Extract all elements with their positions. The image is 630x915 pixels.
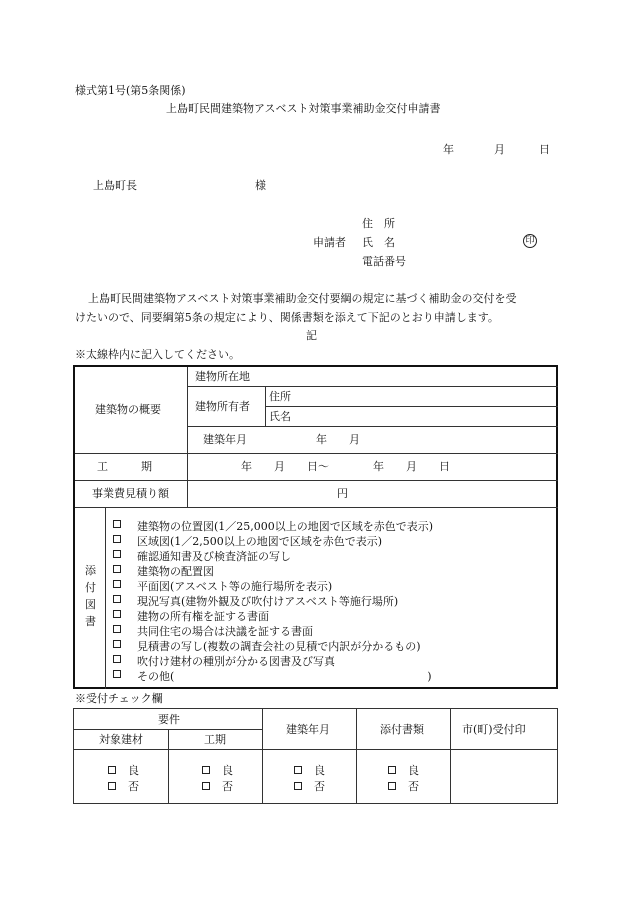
body-text-line2: けたいので、同要綱第5条の規定により、関係書類を添えて下記のとおり申請します。 [75, 311, 499, 324]
applicant-phone-label: 電話番号 [362, 255, 406, 268]
requirements-header: 要件 [158, 713, 180, 726]
location-label: 建物所在地 [195, 370, 250, 383]
built-date-header: 建築年月 [286, 723, 330, 736]
checkbox[interactable] [113, 670, 121, 678]
checkbox[interactable] [113, 535, 121, 543]
check-bad-built[interactable]: 否 [294, 781, 325, 792]
bold-frame-note: ※太線枠内に記入してください。 [75, 348, 240, 361]
applicant-address-label: 住 所 [362, 217, 395, 230]
check-bad-period[interactable]: 否 [202, 781, 233, 792]
checkbox[interactable] [113, 610, 121, 618]
checkbox[interactable] [113, 550, 121, 558]
check-good-built[interactable]: 良 [294, 765, 325, 776]
check-bad-attachments[interactable]: 否 [388, 781, 419, 792]
main-form-frame: 建築物の概要 建物所在地 建物所有者 住所 氏名 建築年月 年 月 工 期 年 月 日～ 年 月 日 事業費見積り額 円 添 付 図 書 建築物の位置図(1／25,000以上の地図で区域を赤色で表示) 区域図(1／2,500以上の地図で区域を赤色で表示) 確認通知書及び検査済証の写し 建築物の配置図 平面図(アスベスト等の施行場所を表示) 現況写真(建物外観及び吹付けアスベスト等施行場所) 建物の所有権を証する書面 共同住宅の場合は決議を証する書面 見積書の写し(複数の調査会社の見積で内訳が分かるもの) 吹付け建材の種別が分かる図書及び写真 その他( ) [73, 365, 558, 689]
checkbox[interactable] [113, 625, 121, 633]
checkbox[interactable] [113, 595, 121, 603]
check-good-period[interactable]: 良 [202, 765, 233, 776]
checkbox[interactable] [202, 766, 210, 774]
form-number: 様式第1号(第5条関係) [75, 84, 186, 97]
checkbox[interactable] [388, 782, 396, 790]
date-month: 月 [494, 143, 505, 156]
target-material-header: 対象建材 [99, 733, 143, 746]
period-value: 年 月 日～ 年 月 日 [241, 460, 450, 473]
check-bad-material[interactable]: 否 [108, 781, 139, 792]
checkbox[interactable] [113, 565, 121, 573]
built-value: 年 月 [316, 433, 360, 446]
checkbox[interactable] [294, 782, 302, 790]
addressee-name: 上島町長 [93, 179, 137, 192]
addressee-honorific: 様 [255, 179, 266, 192]
attach-label-2: 付 [85, 581, 96, 594]
reception-table [73, 708, 558, 804]
checkbox[interactable] [108, 766, 116, 774]
date-year: 年 [443, 143, 454, 156]
checkbox[interactable] [294, 766, 302, 774]
ki-mark: 記 [306, 329, 317, 342]
date-day: 日 [539, 143, 550, 156]
attach-label-1: 添 [85, 564, 96, 577]
stamp-header: 市(町)受付印 [462, 723, 526, 736]
attachments-header: 添付書類 [380, 723, 424, 736]
owner-label: 建物所有者 [195, 400, 250, 413]
document-title: 上島町民間建築物アスベスト対策事業補助金交付申請書 [166, 102, 441, 115]
seal-mark: 印 [523, 234, 537, 248]
cost-unit: 円 [337, 487, 348, 500]
owner-address-label: 住所 [269, 390, 291, 403]
attach-label-4: 書 [85, 615, 96, 628]
owner-name-label: 氏名 [269, 410, 291, 423]
body-text-line1: 上島町民間建築物アスベスト対策事業補助金交付要綱の規定に基づく補助金の交付を受 [88, 292, 517, 305]
overview-label: 建築物の概要 [95, 403, 161, 416]
period-label: 工 期 [97, 460, 152, 473]
applicant-name-label: 氏 名 [362, 236, 395, 249]
applicant-label: 申請者 [313, 236, 346, 249]
built-label: 建築年月 [203, 433, 247, 446]
checkbox[interactable] [113, 580, 121, 588]
checkbox[interactable] [113, 655, 121, 663]
check-good-attachments[interactable]: 良 [388, 765, 419, 776]
checkbox[interactable] [202, 782, 210, 790]
reception-title: ※受付チェック欄 [75, 692, 163, 705]
checkbox[interactable] [113, 640, 121, 648]
cost-label: 事業費見積り額 [92, 487, 169, 500]
checkbox[interactable] [108, 782, 116, 790]
checkbox[interactable] [388, 766, 396, 774]
check-good-material[interactable]: 良 [108, 765, 139, 776]
construction-period-header: 工期 [204, 733, 226, 746]
attach-label-3: 図 [85, 598, 96, 611]
checkbox[interactable] [113, 520, 121, 528]
